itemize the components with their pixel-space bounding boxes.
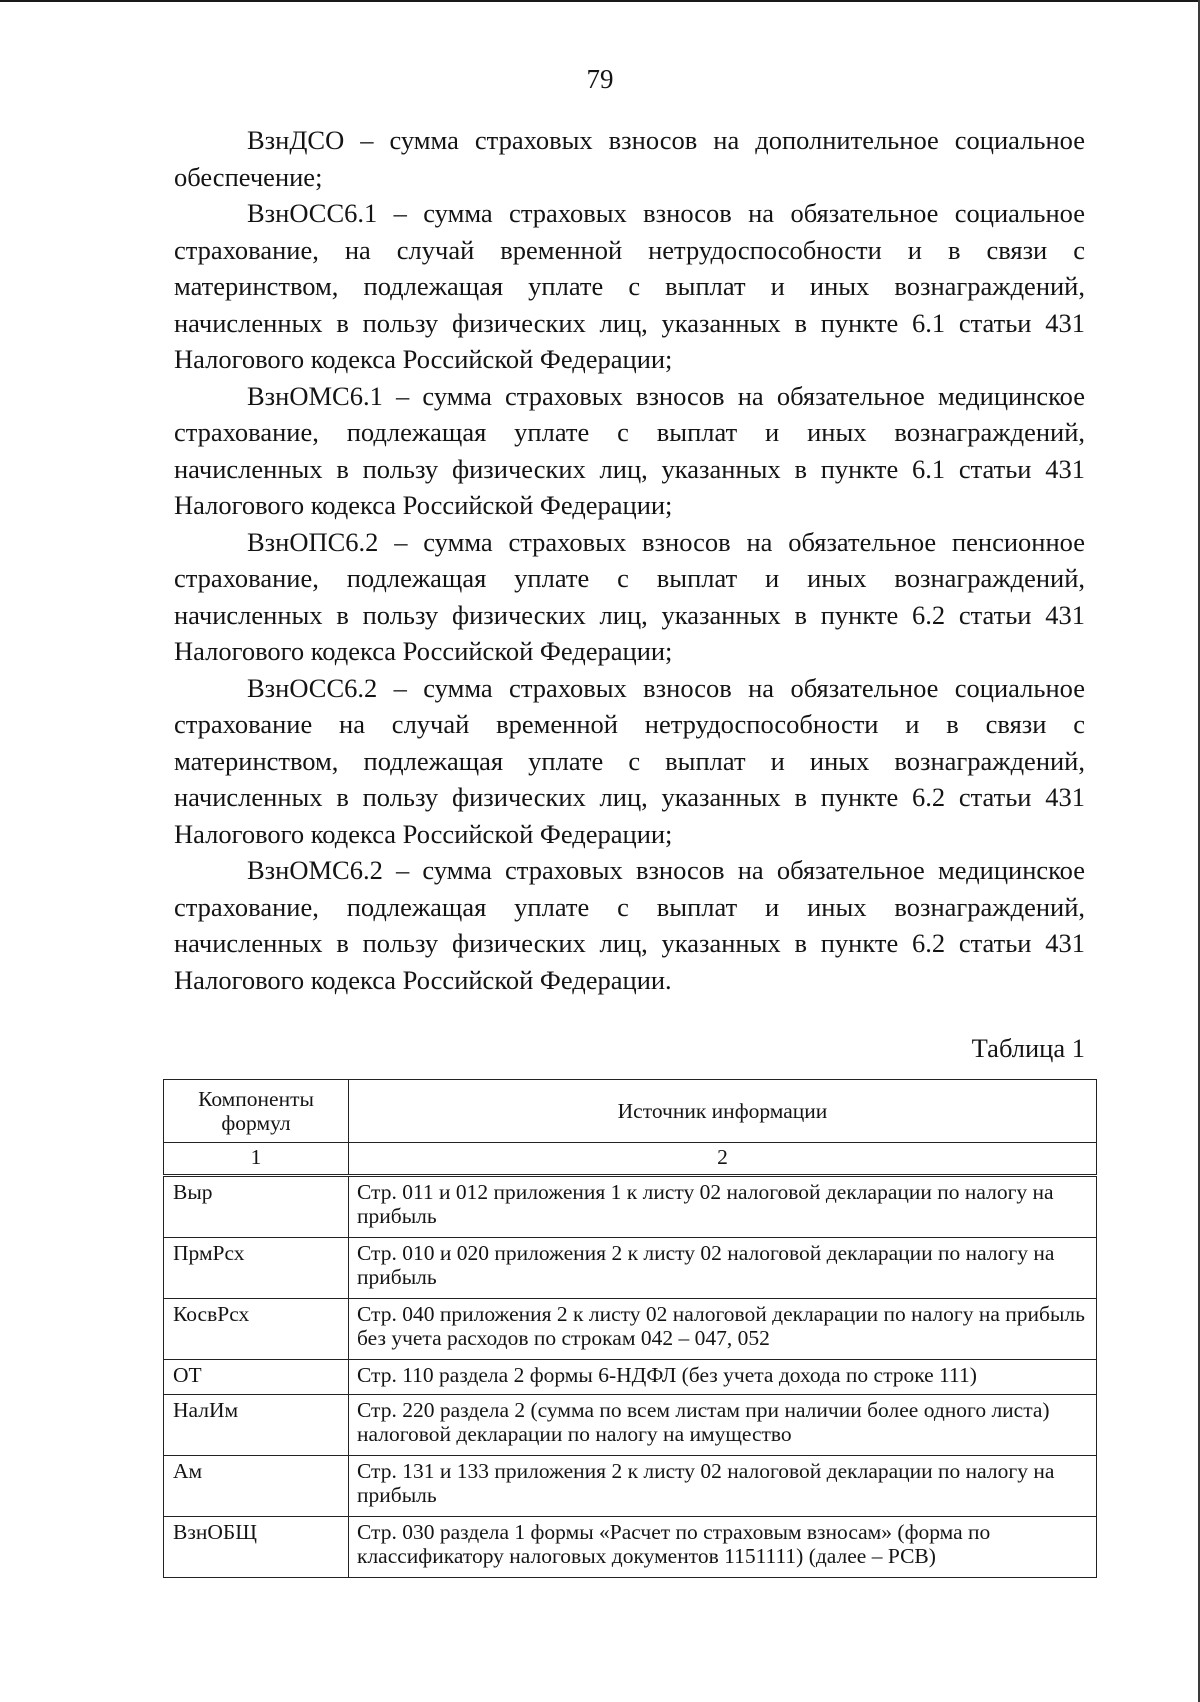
column-number-1: 1 xyxy=(164,1143,349,1176)
body-text xyxy=(174,122,1085,998)
table-row xyxy=(164,1456,1097,1517)
table-row xyxy=(164,1360,1097,1395)
table-row xyxy=(164,1299,1097,1360)
scan-edge-top xyxy=(0,0,1200,2)
table-row xyxy=(164,1176,1097,1238)
header-components: Компоненты формул xyxy=(164,1080,349,1143)
source-cell: Стр. 011 и 012 приложения 1 к листу 02 налоговой декларации по налогу на прибыль xyxy=(349,1176,1097,1238)
header-source: Источник информации xyxy=(349,1080,1097,1143)
component-cell: Выр xyxy=(164,1176,349,1238)
page-number: 79 xyxy=(586,64,614,94)
source-cell: Стр. 010 и 020 приложения 2 к листу 02 налоговой декларации по налогу на прибыль xyxy=(349,1238,1097,1299)
component-cell: ВзнОБЩ xyxy=(164,1517,349,1578)
table-row xyxy=(164,1517,1097,1578)
paragraph-vznoms62: ВзнОМС6.2 – сумма страховых взносов на обязательное медицинское страхование, подлежащая уплате с выплат и иных вознаграждений, начисленных в пользу физических лиц, указанных в пункте 6.2 статьи 431 Налогового кодекса Российской Федерации. xyxy=(174,855,1085,995)
table-column-numbers-row xyxy=(164,1143,1097,1176)
component-cell: НалИм xyxy=(164,1395,349,1456)
table-row xyxy=(164,1395,1097,1456)
source-cell: Стр. 110 раздела 2 формы 6-НДФЛ (без учета дохода по строке 111) xyxy=(349,1360,1097,1395)
source-cell: Стр. 030 раздела 1 формы «Расчет по страховым взносам» (форма по классификатору налоговых документов 1151111) (далее – РСВ) xyxy=(349,1517,1097,1578)
component-cell: ОТ xyxy=(164,1360,349,1395)
source-cell: Стр. 040 приложения 2 к листу 02 налоговой декларации по налогу на прибыль без учета расходов по строкам 042 – 047, 052 xyxy=(349,1299,1097,1360)
column-number-2: 2 xyxy=(349,1143,1097,1176)
table-header-row xyxy=(164,1080,1097,1143)
paragraph-vznoss61: ВзнОСС6.1 – сумма страховых взносов на обязательное социальное страхование, на случай временной нетрудоспособности и в связи с материнством, подлежащая уплате с выплат и иных вознаграждений, начисленных в пользу физических лиц, указанных в пункте 6.1 статьи 431 Налогового кодекса Российской Федерации; xyxy=(174,198,1085,374)
table-row xyxy=(164,1238,1097,1299)
paragraph-vzndso: ВзнДСО – сумма страховых взносов на дополнительное социальное обеспечение; xyxy=(174,125,1085,192)
table-caption: Таблица 1 xyxy=(971,1033,1085,1063)
paragraph-vznoms61: ВзнОМС6.1 – сумма страховых взносов на обязательное медицинское страхование, подлежащая уплате с выплат и иных вознаграждений, начисленных в пользу физических лиц, указанных в пункте 6.1 статьи 431 Налогового кодекса Российской Федерации; xyxy=(174,380,1085,520)
paragraph-vznoss62: ВзнОСС6.2 – сумма страховых взносов на обязательное социальное страхование на случай временной нетрудоспособности и в связи с материнством, подлежащая уплате с выплат и иных вознаграждений, начисленных в пользу физических лиц, указанных в пункте 6.2 статьи 431 Налогового кодекса Российской Федерации; xyxy=(174,672,1085,849)
source-cell: Стр. 131 и 133 приложения 2 к листу 02 налоговой декларации по налогу на прибыль xyxy=(349,1456,1097,1517)
component-cell: ПрмРсх xyxy=(164,1238,349,1299)
component-cell: Ам xyxy=(164,1456,349,1517)
component-cell: КосвРсх xyxy=(164,1299,349,1360)
source-cell: Стр. 220 раздела 2 (сумма по всем листам при наличии более одного листа) налоговой декларации по налогу на имущество xyxy=(349,1395,1097,1456)
paragraph-vznops62: ВзнОПС6.2 – сумма страховых взносов на обязательное пенсионное страхование, подлежащая уплате с выплат и иных вознаграждений, начисленных в пользу физических лиц, указанных в пункте 6.2 статьи 431 Налогового кодекса Российской Федерации; xyxy=(174,526,1085,666)
sources-table xyxy=(163,1079,1097,1578)
